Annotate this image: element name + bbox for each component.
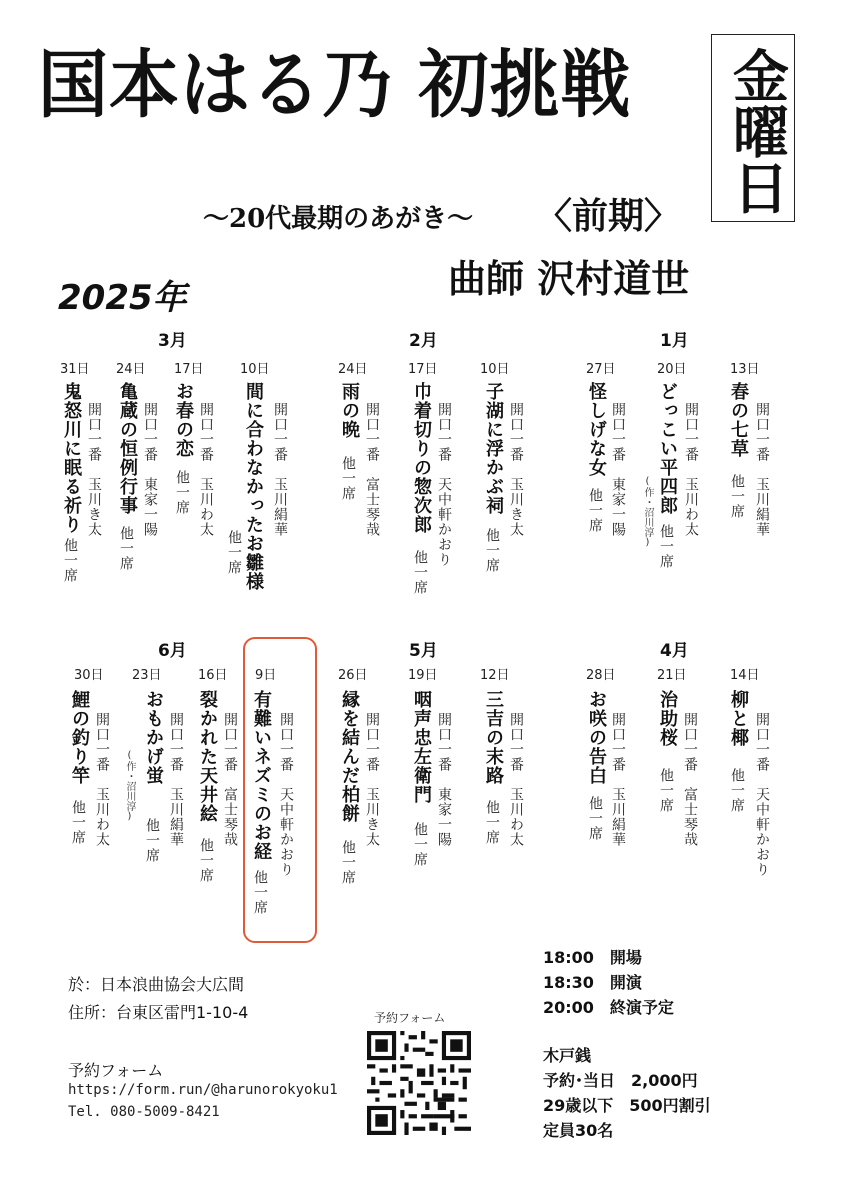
show-other: 他一席 [484,528,500,573]
show-opening: 開口一番 東家一陽 [142,402,158,537]
start-time: 18:30 開演 [543,973,642,992]
show-title: 鬼怒川に眠る祈り [61,382,82,534]
show-other: 他一席 [62,538,78,583]
show-day: 17日 [408,362,438,377]
month-january: 1月 [660,331,689,351]
show-other: 他一席 [412,822,428,867]
show-other: 他一席 [340,840,356,885]
show-day: 14日 [730,668,760,683]
show-title: 子湖に浮かぶ祠 [483,382,504,515]
show-other: 他一席 [658,768,674,813]
show-other: 他一席 [729,768,745,813]
show-title: 三吉の末路 [483,690,504,785]
show-other: 他一席 [144,818,160,863]
capacity: 定員30名 [543,1121,614,1140]
fee-heading: 木戸銭 [543,1046,592,1065]
show-opening: 開口一番 玉川絹華 [754,402,770,537]
show-title: 雨の晩 [339,382,360,439]
show-day: 30日 [74,668,104,683]
show-opening: 開口一番 玉川絹華 [610,712,626,847]
show-day: 10日 [240,362,270,377]
show-other: 他一席 [484,800,500,845]
seal-text: 金曜日 [724,47,790,215]
show-title: 裂かれた天井絵 [197,690,218,823]
show-other: 他一席 [118,526,134,571]
show-day: 10日 [480,362,510,377]
show-opening: 開口一番 玉川き太 [508,402,524,537]
show-opening: 開口一番 玉川絹華 [272,402,288,537]
show-title: 咽声忠左衛門 [411,690,432,804]
show-day: 26日 [338,668,368,683]
show-day: 19日 [408,668,438,683]
show-opening: 開口一番 玉川き太 [364,712,380,847]
fee-discount: 29歳以下 500円割引 [543,1096,711,1115]
show-day: 13日 [730,362,760,377]
fee-standard: 予約･当日 2,000円 [543,1071,698,1090]
show-opening: 開口一番 天中軒かおり [754,712,770,877]
show-other: 他一席 [174,470,190,515]
show-opening: 開口一番 玉川わ太 [508,712,524,847]
show-day: 17日 [174,362,204,377]
show-title: 治助桜 [657,690,678,747]
show-title: 鯉の釣り竿 [69,690,90,785]
show-title: 巾着切りの惣次郎 [411,382,432,534]
month-march: 3月 [158,331,187,351]
show-opening: 開口一番 天中軒かおり [278,712,294,877]
year-label: 2025年 [58,278,187,318]
qr-code-icon[interactable] [367,1030,471,1136]
show-other: 他一席 [198,838,214,883]
show-other: 他一席 [226,530,242,575]
venue: 於：日本浪曲協会大広間 [68,975,245,994]
show-opening: 開口一番 玉川絹華 [168,712,184,847]
show-title: 有難いネズミのお経 [251,690,272,861]
show-title: 縁を結んだ柏餅 [339,690,360,823]
author-note: (作・沼川淳) [124,750,135,822]
end-time: 20:00 終演予定 [543,998,674,1017]
show-day: 24日 [338,362,368,377]
show-title: 亀蔵の恒例行事 [117,382,138,515]
show-title: 間に合わなかったお雛様 [243,382,264,591]
doors-open-time: 18:00 開場 [543,948,642,967]
show-title: おもかげ蛍 [143,690,164,785]
show-day: 31日 [60,362,90,377]
main-title: 国本はる乃 初挑戦 [38,40,632,128]
show-day: 9日 [255,668,277,683]
show-day: 28日 [586,668,616,683]
subtitle: 〜20代最期のあがき〜 [203,204,474,234]
show-other: 他一席 [412,550,428,595]
show-title: お咲の告白 [586,690,607,785]
show-opening: 開口一番 富士琴哉 [682,712,698,847]
month-june: 6月 [158,641,187,661]
show-opening: 開口一番 玉川き太 [86,402,102,537]
show-day: 23日 [132,668,162,683]
month-may: 5月 [409,641,438,661]
show-day: 12日 [480,668,510,683]
show-other: 他一席 [340,456,356,501]
show-opening: 開口一番 富士琴哉 [364,402,380,537]
form-heading: 予約フォーム [68,1061,164,1080]
period-label: 〈前期〉 [536,195,681,237]
show-opening: 開口一番 玉川わ太 [94,712,110,847]
show-title: 春の七草 [728,382,749,458]
qr-label: 予約フォーム [374,1011,446,1025]
friday-seal [711,34,795,222]
show-other: 他一席 [587,796,603,841]
show-day: 27日 [586,362,616,377]
show-opening: 開口一番 東家一陽 [610,402,626,537]
author-note: (作・沼川淳) [642,476,653,548]
show-opening: 開口一番 玉川わ太 [198,402,214,537]
show-opening: 開口一番 富士琴哉 [222,712,238,847]
show-title: 柳と椰 [728,690,749,747]
show-other: 他一席 [658,524,674,569]
show-title: どっこい平四郎 [657,382,678,515]
show-opening: 開口一番 玉川わ太 [683,402,699,537]
show-day: 24日 [116,362,146,377]
address: 住所：台東区雷門1-10-4 [68,1003,249,1022]
form-url-link[interactable]: https://form.run/@harunorokyoku1 [68,1082,338,1098]
show-title: お春の恋 [173,382,194,458]
month-february: 2月 [409,331,438,351]
show-day: 16日 [198,668,228,683]
show-other: 他一席 [587,488,603,533]
shamisen-player: 曲師 沢村道世 [448,256,690,301]
show-title: 怪しげな女 [586,382,607,477]
show-day: 21日 [657,668,687,683]
month-april: 4月 [660,641,689,661]
show-other: 他一席 [252,870,268,915]
phone-number: Tel. 080-5009-8421 [68,1104,220,1120]
show-other: 他一席 [729,474,745,519]
show-opening: 開口一番 東家一陽 [436,712,452,847]
show-other: 他一席 [70,800,86,845]
show-day: 20日 [657,362,687,377]
show-opening: 開口一番 天中軒かおり [436,402,452,567]
